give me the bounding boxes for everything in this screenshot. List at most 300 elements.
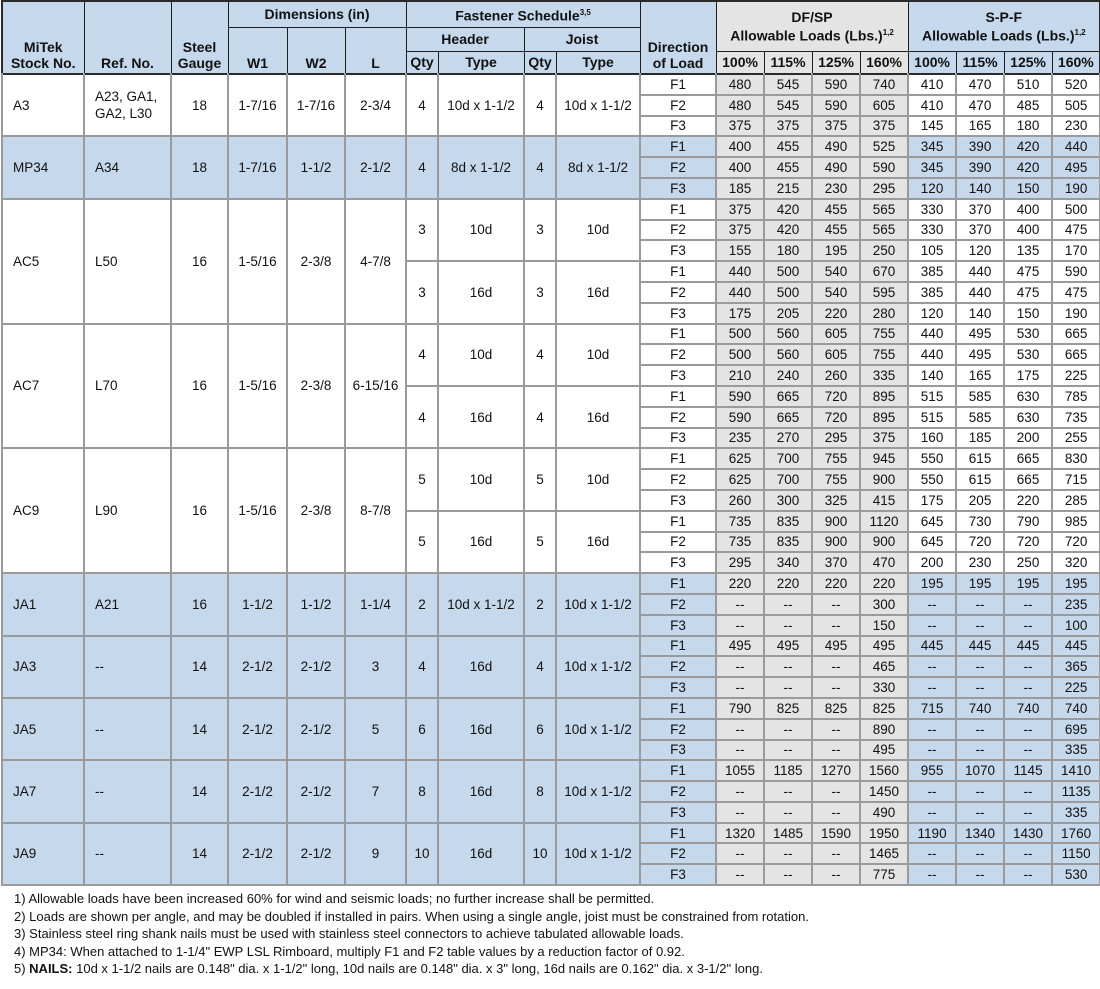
- dfsp-load-cell: 1590: [812, 823, 860, 844]
- dfsp-load-cell: 665: [764, 407, 812, 428]
- joist-qty-cell: 8: [524, 760, 556, 822]
- direction-cell: F1: [640, 698, 716, 719]
- length-cell: 2-3/4: [345, 74, 406, 136]
- dfsp-load-cell: 595: [860, 282, 908, 303]
- ref-no-cell: A21: [84, 573, 171, 635]
- dfsp-load-cell: 1055: [716, 760, 764, 781]
- col-dfsp-115: 115%: [764, 51, 812, 74]
- spf-load-cell: 475: [1052, 282, 1100, 303]
- dfsp-load-cell: 270: [764, 428, 812, 449]
- dfsp-load-cell: 295: [716, 552, 764, 573]
- spf-load-cell: --: [908, 594, 956, 615]
- col-w2: W2: [287, 27, 345, 74]
- col-header-qty: Qty: [406, 51, 438, 74]
- header-qty-cell: 4: [406, 386, 438, 448]
- stock-no-cell: JA5: [2, 698, 84, 760]
- spf-load-cell: 475: [1004, 282, 1052, 303]
- spf-load-cell: 720: [1004, 532, 1052, 553]
- dfsp-load-cell: --: [716, 656, 764, 677]
- spf-load-cell: --: [908, 802, 956, 823]
- spf-load-cell: 440: [956, 282, 1004, 303]
- w1-cell: 2-1/2: [228, 698, 287, 760]
- joist-qty-cell: 4: [524, 74, 556, 136]
- w1-cell: 1-5/16: [228, 199, 287, 324]
- spf-load-cell: --: [956, 740, 1004, 761]
- spf-load-cell: --: [956, 843, 1004, 864]
- spf-load-cell: --: [908, 740, 956, 761]
- stock-no-cell: AC9: [2, 448, 84, 573]
- header-qty-cell: 8: [406, 760, 438, 822]
- stock-no-cell: JA9: [2, 823, 84, 885]
- spf-load-cell: 225: [1052, 677, 1100, 698]
- col-group-spf: S-P-F Allowable Loads $(Lbs.)^{1,2}$: [908, 1, 1100, 51]
- dfsp-load-cell: 605: [812, 324, 860, 345]
- dfsp-load-cell: 490: [860, 802, 908, 823]
- length-cell: 5: [345, 698, 406, 760]
- dfsp-load-cell: 540: [812, 261, 860, 282]
- joist-qty-cell: 4: [524, 136, 556, 198]
- direction-cell: F1: [640, 261, 716, 282]
- spf-load-cell: --: [956, 677, 1004, 698]
- spf-load-cell: 1340: [956, 823, 1004, 844]
- dfsp-load-cell: 895: [860, 386, 908, 407]
- dfsp-load-cell: 835: [764, 532, 812, 553]
- header-qty-cell: 3: [406, 261, 438, 323]
- length-cell: 4-7/8: [345, 199, 406, 324]
- header-type-cell: 16d: [438, 760, 524, 822]
- spf-load-cell: 320: [1052, 552, 1100, 573]
- gauge-cell: 18: [171, 74, 228, 136]
- joist-qty-cell: 4: [524, 386, 556, 448]
- spf-load-cell: 500: [1052, 199, 1100, 220]
- direction-cell: F1: [640, 448, 716, 469]
- spf-load-cell: 255: [1052, 428, 1100, 449]
- dfsp-load-cell: 455: [764, 157, 812, 178]
- spf-load-cell: 520: [1052, 74, 1100, 95]
- dfsp-load-cell: 325: [812, 490, 860, 511]
- dfsp-load-cell: 1450: [860, 781, 908, 802]
- header-qty-cell: 6: [406, 698, 438, 760]
- length-cell: 6-15/16: [345, 324, 406, 449]
- dfsp-load-cell: 490: [812, 157, 860, 178]
- direction-cell: F2: [640, 469, 716, 490]
- dfsp-load-cell: 525: [860, 136, 908, 157]
- spf-load-cell: --: [1004, 802, 1052, 823]
- dfsp-load-cell: --: [812, 802, 860, 823]
- w1-cell: 1-5/16: [228, 324, 287, 449]
- header-type-cell: 16d: [438, 511, 524, 573]
- header-type-cell: 16d: [438, 823, 524, 885]
- header-qty-cell: 3: [406, 199, 438, 261]
- dfsp-load-cell: 300: [860, 594, 908, 615]
- header-type-cell: 16d: [438, 636, 524, 698]
- spf-load-cell: 695: [1052, 719, 1100, 740]
- spf-load-cell: 420: [1004, 157, 1052, 178]
- spf-load-cell: 120: [908, 178, 956, 199]
- spf-load-cell: 410: [908, 95, 956, 116]
- spf-load-cell: 615: [956, 448, 1004, 469]
- dfsp-load-cell: 175: [716, 303, 764, 324]
- spf-load-cell: 190: [1052, 178, 1100, 199]
- w2-cell: 2-1/2: [287, 823, 345, 885]
- col-spf-160: 160%: [1052, 51, 1100, 74]
- gauge-cell: 14: [171, 823, 228, 885]
- spf-load-cell: 170: [1052, 240, 1100, 261]
- spf-load-cell: --: [956, 615, 1004, 636]
- dfsp-load-cell: 560: [764, 344, 812, 365]
- spf-load-cell: 150: [1004, 303, 1052, 324]
- spf-load-cell: 530: [1004, 344, 1052, 365]
- dfsp-load-cell: 150: [860, 615, 908, 636]
- dfsp-load-cell: 295: [860, 178, 908, 199]
- col-w1: W1: [228, 27, 287, 74]
- spf-load-cell: 585: [956, 407, 1004, 428]
- joist-type-cell: 10d x 1-1/2: [556, 698, 640, 760]
- spf-load-cell: 180: [1004, 116, 1052, 137]
- dfsp-load-cell: 605: [860, 95, 908, 116]
- dfsp-load-cell: 220: [860, 573, 908, 594]
- dfsp-load-cell: 455: [812, 220, 860, 241]
- spf-load-cell: --: [908, 677, 956, 698]
- joist-type-cell: 10d x 1-1/2: [556, 760, 640, 822]
- dfsp-load-cell: 735: [716, 511, 764, 532]
- spf-load-cell: 410: [908, 74, 956, 95]
- direction-cell: F3: [640, 178, 716, 199]
- col-direction-of-load: Direction of Load: [640, 1, 716, 74]
- gauge-cell: 16: [171, 324, 228, 449]
- dfsp-load-cell: 895: [860, 407, 908, 428]
- spf-load-cell: 715: [1052, 469, 1100, 490]
- spf-load-cell: 630: [1004, 386, 1052, 407]
- spf-load-cell: 365: [1052, 656, 1100, 677]
- joist-qty-cell: 4: [524, 636, 556, 698]
- dfsp-load-cell: 900: [812, 511, 860, 532]
- spf-load-cell: 190: [1052, 303, 1100, 324]
- spf-load-cell: --: [1004, 615, 1052, 636]
- header-qty-cell: 2: [406, 573, 438, 635]
- spf-load-cell: 1145: [1004, 760, 1052, 781]
- stock-no-cell: AC7: [2, 324, 84, 449]
- spf-load-cell: 615: [956, 469, 1004, 490]
- spf-load-cell: 1135: [1052, 781, 1100, 802]
- length-cell: 2-1/2: [345, 136, 406, 198]
- ref-no-cell: --: [84, 823, 171, 885]
- spf-load-cell: 440: [956, 261, 1004, 282]
- dfsp-load-cell: 375: [860, 428, 908, 449]
- col-group-dfsp: DF/SP Allowable Loads $(Lbs.)^{1,2}$: [716, 1, 908, 51]
- ref-no-cell: A34: [84, 136, 171, 198]
- dfsp-load-cell: --: [716, 802, 764, 823]
- col-spf-125: 125%: [1004, 51, 1052, 74]
- gauge-cell: 16: [171, 199, 228, 324]
- direction-cell: F3: [640, 365, 716, 386]
- table-row: [2, 136, 1100, 157]
- spf-load-cell: 175: [908, 490, 956, 511]
- table-row: [2, 199, 1100, 220]
- dfsp-load-cell: 420: [764, 199, 812, 220]
- w2-cell: 2-1/2: [287, 698, 345, 760]
- w1-cell: 2-1/2: [228, 636, 287, 698]
- spf-load-cell: 665: [1052, 324, 1100, 345]
- dfsp-load-cell: 495: [860, 636, 908, 657]
- dfsp-load-cell: --: [764, 719, 812, 740]
- spf-load-cell: 200: [1004, 428, 1052, 449]
- dfsp-load-cell: 605: [812, 344, 860, 365]
- col-dfsp-100: 100%: [716, 51, 764, 74]
- direction-cell: F2: [640, 407, 716, 428]
- spf-load-cell: 645: [908, 511, 956, 532]
- spf-load-cell: 225: [1052, 365, 1100, 386]
- w2-cell: 2-3/8: [287, 324, 345, 449]
- direction-cell: F3: [640, 615, 716, 636]
- spf-load-cell: 165: [956, 365, 1004, 386]
- dfsp-load-cell: 900: [860, 469, 908, 490]
- header-type-cell: 10d x 1-1/2: [438, 74, 524, 136]
- dfsp-load-cell: --: [764, 843, 812, 864]
- table-row: [2, 823, 1100, 844]
- dfsp-load-cell: 260: [812, 365, 860, 386]
- dfsp-load-cell: 250: [860, 240, 908, 261]
- spf-load-cell: 330: [908, 220, 956, 241]
- dfsp-load-cell: 625: [716, 469, 764, 490]
- header-type-cell: 16d: [438, 386, 524, 448]
- gauge-cell: 16: [171, 573, 228, 635]
- dfsp-load-cell: 1185: [764, 760, 812, 781]
- direction-cell: F3: [640, 552, 716, 573]
- header-qty-cell: 10: [406, 823, 438, 885]
- spf-load-cell: 145: [908, 116, 956, 137]
- direction-cell: F3: [640, 428, 716, 449]
- spf-load-cell: 785: [1052, 386, 1100, 407]
- dfsp-load-cell: 400: [716, 157, 764, 178]
- table-row: [2, 448, 1100, 469]
- footnote-2: 2) Loads are shown per angle, and may be doubled if installed in pairs. When using a single angle, joist must be constrained from rotation.: [14, 908, 809, 924]
- direction-cell: F3: [640, 864, 716, 885]
- direction-cell: F2: [640, 656, 716, 677]
- spf-load-cell: 140: [956, 303, 1004, 324]
- spf-load-cell: 550: [908, 448, 956, 469]
- dfsp-load-cell: 775: [860, 864, 908, 885]
- dfsp-load-cell: 1485: [764, 823, 812, 844]
- spf-load-cell: 330: [908, 199, 956, 220]
- dfsp-load-cell: 375: [764, 116, 812, 137]
- dfsp-load-cell: 230: [812, 178, 860, 199]
- spf-load-cell: --: [908, 615, 956, 636]
- spf-load-cell: 345: [908, 157, 956, 178]
- dfsp-load-cell: 495: [812, 636, 860, 657]
- spf-load-cell: 1150: [1052, 843, 1100, 864]
- spf-load-cell: 515: [908, 386, 956, 407]
- dfsp-load-cell: 260: [716, 490, 764, 511]
- spf-load-cell: 730: [956, 511, 1004, 532]
- dfsp-load-cell: 900: [812, 532, 860, 553]
- dfsp-load-cell: 500: [764, 261, 812, 282]
- spf-load-cell: 165: [956, 116, 1004, 137]
- ref-no-cell: --: [84, 698, 171, 760]
- footnote-1: 1) Allowable loads have been increased 60% for wind and seismic loads; no further increase shall be permitted.: [14, 891, 655, 907]
- dfsp-load-cell: --: [764, 864, 812, 885]
- gauge-cell: 18: [171, 136, 228, 198]
- spf-load-cell: 150: [1004, 178, 1052, 199]
- spf-load-cell: 195: [1004, 573, 1052, 594]
- header-qty-cell: 4: [406, 74, 438, 136]
- dfsp-load-cell: 400: [716, 136, 764, 157]
- joist-type-cell: 8d x 1-1/2: [556, 136, 640, 198]
- spf-load-cell: 400: [1004, 199, 1052, 220]
- joist-qty-cell: 5: [524, 448, 556, 510]
- dfsp-load-cell: 375: [812, 116, 860, 137]
- joist-type-cell: 10d x 1-1/2: [556, 636, 640, 698]
- spf-load-cell: 590: [1052, 261, 1100, 282]
- spf-load-cell: 440: [908, 344, 956, 365]
- dfsp-load-cell: 480: [716, 95, 764, 116]
- dfsp-load-cell: --: [716, 843, 764, 864]
- spf-load-cell: 100: [1052, 615, 1100, 636]
- table-row: [2, 573, 1100, 594]
- stock-no-cell: MP34: [2, 136, 84, 198]
- joist-qty-cell: 5: [524, 511, 556, 573]
- w2-cell: 1-7/16: [287, 74, 345, 136]
- dfsp-load-cell: 590: [812, 74, 860, 95]
- header-qty-cell: 4: [406, 636, 438, 698]
- header-qty-cell: 4: [406, 136, 438, 198]
- dfsp-load-cell: 220: [764, 573, 812, 594]
- spf-load-cell: 955: [908, 760, 956, 781]
- dfsp-load-cell: 825: [860, 698, 908, 719]
- dfsp-load-cell: 1950: [860, 823, 908, 844]
- spf-load-cell: 665: [1004, 469, 1052, 490]
- ref-no-cell: --: [84, 760, 171, 822]
- direction-cell: F2: [640, 220, 716, 241]
- footnote-4: 4) MP34: When attached to 1-1/4" EWP LSL Rimboard, multiply F1 and F2 table values by a reduction factor of 0.92.: [14, 943, 685, 959]
- spf-load-cell: --: [956, 656, 1004, 677]
- stock-no-cell: JA7: [2, 760, 84, 822]
- joist-qty-cell: 4: [524, 324, 556, 386]
- joist-qty-cell: 3: [524, 199, 556, 261]
- length-cell: 8-7/8: [345, 448, 406, 573]
- direction-cell: F1: [640, 636, 716, 657]
- joist-type-cell: 10d: [556, 448, 640, 510]
- dfsp-load-cell: --: [716, 781, 764, 802]
- ref-no-cell: L50: [84, 199, 171, 324]
- spf-load-cell: 205: [956, 490, 1004, 511]
- header-type-cell: 16d: [438, 261, 524, 323]
- spf-load-cell: --: [908, 719, 956, 740]
- spf-load-cell: 140: [908, 365, 956, 386]
- dfsp-load-cell: 700: [764, 448, 812, 469]
- spf-load-cell: 505: [1052, 95, 1100, 116]
- spf-load-cell: 370: [956, 220, 1004, 241]
- dfsp-load-cell: 455: [764, 136, 812, 157]
- dfsp-load-cell: 735: [716, 532, 764, 553]
- header-type-cell: 10d: [438, 448, 524, 510]
- stock-no-cell: JA3: [2, 636, 84, 698]
- spf-load-cell: --: [908, 864, 956, 885]
- spf-load-cell: 230: [1052, 116, 1100, 137]
- dfsp-load-cell: 480: [716, 74, 764, 95]
- spf-load-cell: 445: [956, 636, 1004, 657]
- spf-load-cell: 530: [1052, 864, 1100, 885]
- w2-cell: 2-3/8: [287, 199, 345, 324]
- col-l: L: [345, 27, 406, 74]
- spf-load-cell: 385: [908, 282, 956, 303]
- dfsp-load-cell: --: [764, 802, 812, 823]
- dfsp-load-cell: 490: [812, 136, 860, 157]
- spf-load-cell: --: [1004, 594, 1052, 615]
- spf-load-cell: 485: [1004, 95, 1052, 116]
- direction-cell: F3: [640, 240, 716, 261]
- spf-load-cell: 475: [1052, 220, 1100, 241]
- dfsp-load-cell: 670: [860, 261, 908, 282]
- dfsp-load-cell: 590: [716, 386, 764, 407]
- spf-load-cell: 420: [1004, 136, 1052, 157]
- dfsp-load-cell: --: [764, 677, 812, 698]
- direction-cell: F3: [640, 802, 716, 823]
- header-qty-cell: 5: [406, 448, 438, 510]
- dfsp-load-cell: 755: [860, 324, 908, 345]
- col-dfsp-125: 125%: [812, 51, 860, 74]
- spf-load-cell: 370: [956, 199, 1004, 220]
- direction-cell: F1: [640, 760, 716, 781]
- spf-load-cell: 235: [1052, 594, 1100, 615]
- dfsp-load-cell: --: [716, 677, 764, 698]
- table-row: [2, 74, 1100, 95]
- direction-cell: F1: [640, 74, 716, 95]
- spf-load-cell: --: [956, 802, 1004, 823]
- direction-cell: F2: [640, 594, 716, 615]
- dfsp-load-cell: 440: [716, 282, 764, 303]
- ref-no-cell: L70: [84, 324, 171, 449]
- spf-load-cell: 1410: [1052, 760, 1100, 781]
- spf-load-cell: 470: [956, 74, 1004, 95]
- stock-no-cell: JA1: [2, 573, 84, 635]
- dfsp-load-cell: --: [764, 656, 812, 677]
- table-row: [2, 760, 1100, 781]
- spf-load-cell: --: [908, 656, 956, 677]
- w2-cell: 1-1/2: [287, 136, 345, 198]
- spf-load-cell: 495: [956, 344, 1004, 365]
- spf-load-cell: 1430: [1004, 823, 1052, 844]
- spf-load-cell: 120: [908, 303, 956, 324]
- stock-no-cell: AC5: [2, 199, 84, 324]
- col-header-type: Type: [438, 51, 524, 74]
- spf-load-cell: 140: [956, 178, 1004, 199]
- dfsp-load-cell: 825: [764, 698, 812, 719]
- dfsp-load-cell: --: [716, 594, 764, 615]
- spf-load-cell: 195: [1052, 573, 1100, 594]
- col-group-header: Header: [406, 27, 524, 51]
- joist-qty-cell: 3: [524, 261, 556, 323]
- w2-cell: 2-1/2: [287, 636, 345, 698]
- col-spf-115: 115%: [956, 51, 1004, 74]
- dfsp-load-cell: 835: [764, 511, 812, 532]
- stock-no-cell: A3: [2, 74, 84, 136]
- spf-load-cell: 185: [956, 428, 1004, 449]
- dfsp-load-cell: 300: [764, 490, 812, 511]
- ref-no-cell: L90: [84, 448, 171, 573]
- direction-cell: F1: [640, 573, 716, 594]
- gauge-cell: 14: [171, 760, 228, 822]
- header-qty-cell: 4: [406, 324, 438, 386]
- w1-cell: 1-7/16: [228, 74, 287, 136]
- dfsp-load-cell: --: [764, 740, 812, 761]
- w2-cell: 2-1/2: [287, 760, 345, 822]
- direction-cell: F2: [640, 781, 716, 802]
- joist-type-cell: 16d: [556, 386, 640, 448]
- length-cell: 3: [345, 636, 406, 698]
- table-row: [2, 324, 1100, 345]
- dfsp-load-cell: 375: [716, 220, 764, 241]
